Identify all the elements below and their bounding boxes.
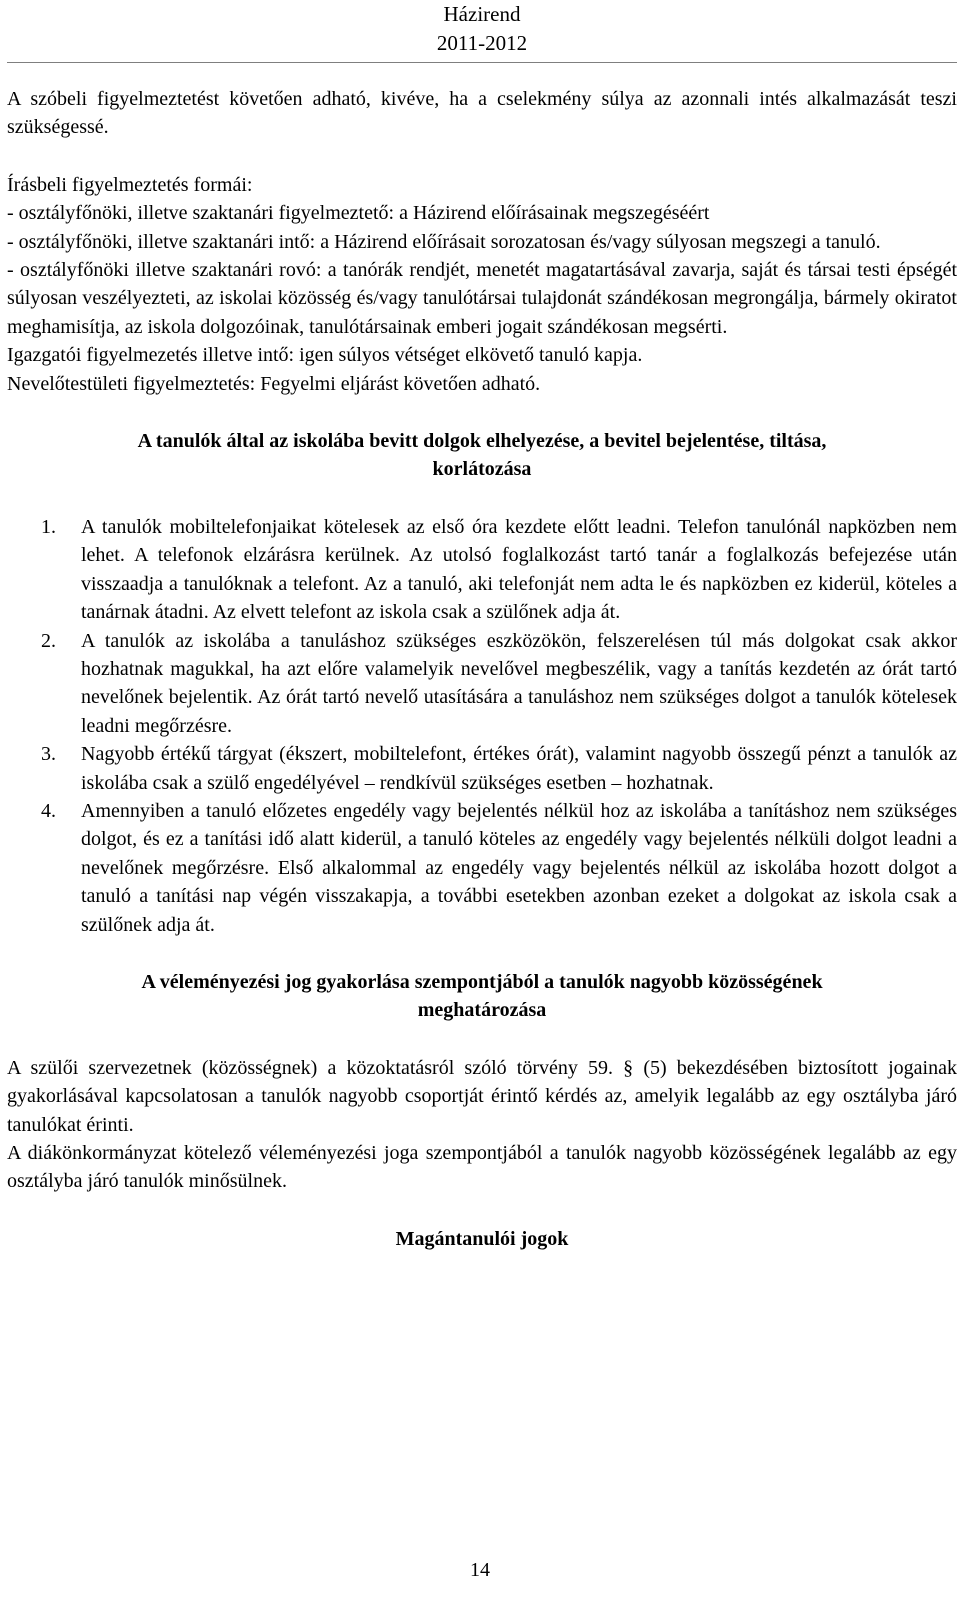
list-item (7, 513, 957, 627)
warning-form-3: - osztályfőnöki illetve szaktanári rovó: a tanórák rendjét, menetét magatartásával zavarja, saját és társai testi épségét súlyosan veszélyezteti, az iskolai közösség és/vagy tanulótársai tulajdonát szándékosan megrongálja, bármely okiratot meghamisítja, az iskola dolgozóinak, tanulótársainak emberi jogait szándékosan megsérti. (7, 259, 957, 338)
list-item-number: 4. (41, 799, 56, 822)
items-rules-list (7, 513, 957, 939)
list-item-text: Amennyiben a tanuló előzetes engedély vagy bejelentés nélkül hoz az iskolába a tanításhoz nem szükséges dolgot, és ez a tanítási idő alatt kiderül, a tanuló köteles az engedély vagy bejelentés nélküli dolgot leadni a nevelőnek megőrzésre. Első alkalommal az engedély vagy bejelentés nélkül az iskolába hozott dolgot a tanuló a tanítási nap végén visszakapja, a további esetekben azonban ezeket a dolgokat az iskola csak a szülőnek adja át. (81, 799, 957, 936)
list-item (7, 797, 957, 939)
page-header (7, 0, 957, 58)
document-page (7, 0, 957, 1253)
written-warnings-heading: Írásbeli figyelmeztetés formái: (7, 173, 253, 196)
header-title: Házirend (443, 2, 521, 26)
page-number: 14 (470, 1559, 490, 1581)
section-heading-items: A tanulók által az iskolába bevitt dolgok elhelyezése, a bevitel bejelentése, tiltása, korlátozása (137, 430, 827, 481)
list-item (7, 740, 957, 797)
opinion-paragraph-1: A szülői szervezetnek (közösségnek) a közoktatásról szóló törvény 59. § (5) bekezdésében biztosított jogainak gyakorlásával kapcsolatosan a tanulók nagyobb csoportját érintő kérdés az, amelyik legalább az egy osztályba járó tanulókat érinti. (7, 1056, 957, 1136)
header-divider (7, 62, 957, 63)
list-item-text: A tanulók az iskolába a tanuláshoz szükséges eszközökön, felszerelésen túl más dolgokat csak akkor hozhatnak magukkal, ha azt előre valamelyik nevelővel megbeszélik, vagy a tanítás kezdetén az órát tartó nevelőnek bejelentik. Az órát tartó nevelő utasítására a tanuláshoz nem szükséges dolgot a tanulók kötelesek leadni megőrzésre. (81, 629, 957, 737)
warning-form-4: Igazgatói figyelmezetés illetve intő: igen súlyos vétséget elkövető tanuló kapja. (7, 344, 643, 367)
opinion-paragraph-2: A diákönkormányzat kötelező véleményezési joga szempontjából a tanulók nagyobb közösségének legalább az egy osztályba járó tanulók minősülnek. (7, 1142, 957, 1193)
list-item-text: Nagyobb értékű tárgyat (ékszert, mobiltelefont, értékes órát), valamint nagyobb összegű pénzt a tanulók az iskolába csak a szülő engedélyével – rendkívül szükséges esetben – hozhatnak. (81, 743, 957, 794)
intro-paragraph: A szóbeli figyelmeztetést követően adható, kivéve, ha a cselekmény súlya az azonnali intés alkalmazását teszi szükségessé. (7, 88, 957, 139)
warning-form-1: - osztályfőnöki, illetve szaktanári figyelmeztető: a Házirend előírásainak megszegéséért (7, 202, 710, 225)
list-item (7, 627, 957, 741)
list-item-number: 2. (41, 629, 56, 652)
section-heading-private-student: Magántanulói jogok (395, 1227, 569, 1250)
list-item-text: A tanulók mobiltelefonjaikat kötelesek az első óra kezdete előtt leadni. Telefon tanulónál napközben nem lehet. A telefonok elzárásra kerülnek. Az utolsó foglalkozást tartó tanár a foglalkozás befejezése után visszaadja a tanulóknak a telefont. Az a tanuló, aki telefonját nem adta le és napközben ez kiderül, köteles a tanárnak átadni. Az elvett telefont az iskola csak a szülőnek adja át. (81, 515, 957, 624)
warning-form-5: Nevelőtestületi figyelmeztetés: Fegyelmi eljárást követően adható. (7, 372, 541, 395)
warning-form-2: - osztályfőnöki, illetve szaktanári intő: a Házirend előírásait sorozatosan és/vagy súlyosan megszegi a tanuló. (7, 230, 881, 253)
header-year: 2011-2012 (436, 31, 528, 55)
section-heading-opinion-rights: A véleményezési jog gyakorlása szempontjából a tanulók nagyobb közösségének meghatározása (141, 970, 823, 1022)
list-item-number: 3. (41, 743, 56, 766)
list-item-number: 1. (41, 515, 56, 538)
